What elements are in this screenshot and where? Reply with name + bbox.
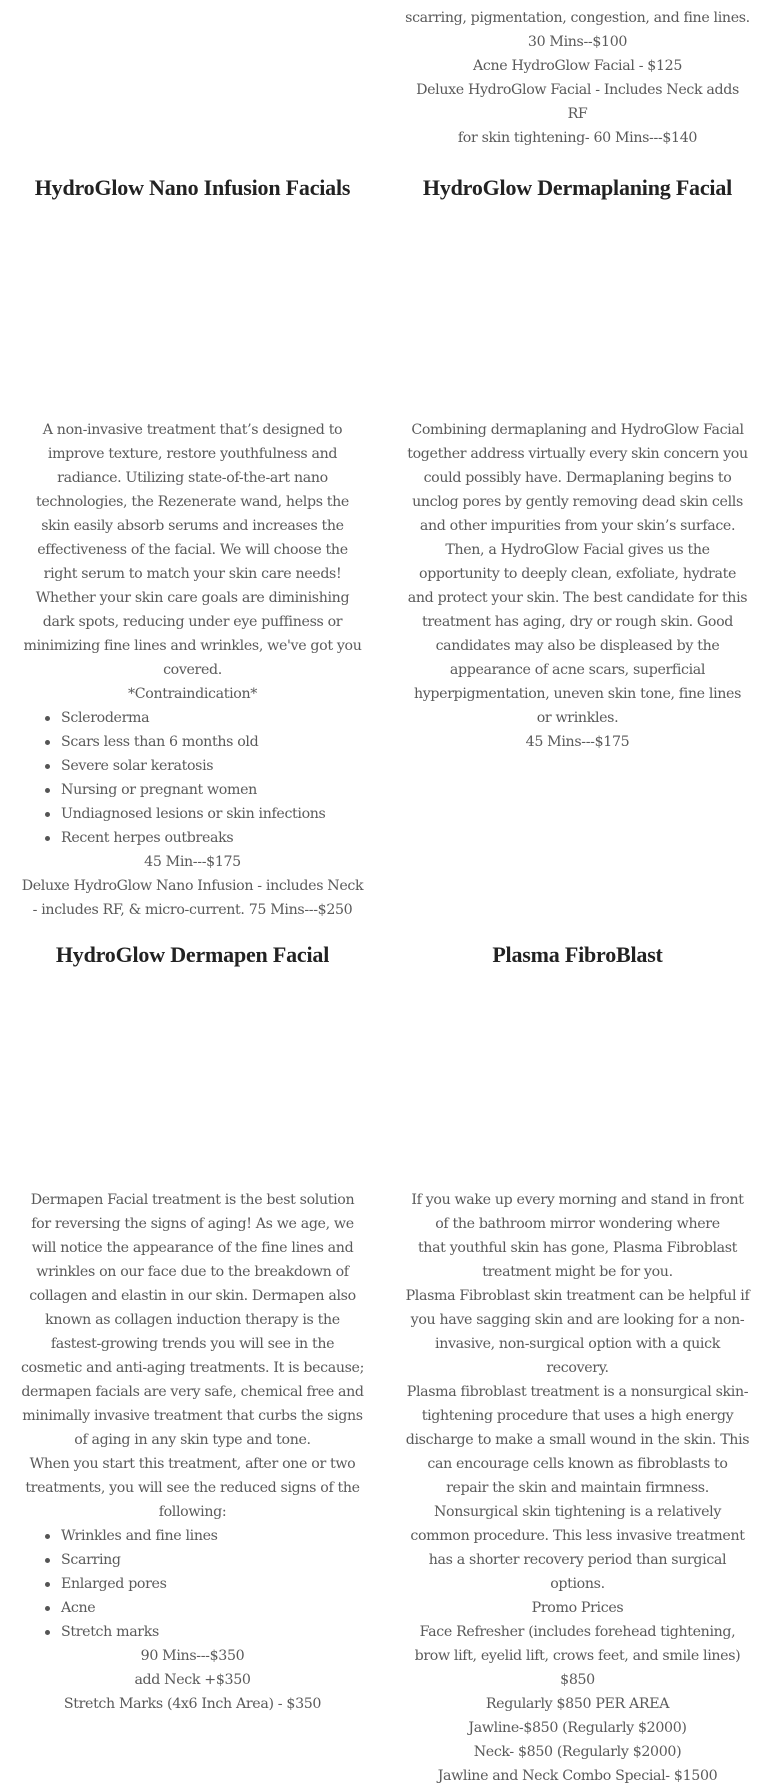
bullet-icon xyxy=(45,788,50,793)
list-item: Nursing or pregnant women xyxy=(61,778,365,802)
promo-regular-price: Regularly $850 PER AREA xyxy=(485,1696,670,1712)
dermapen-neck-addon: add Neck +$350 xyxy=(134,1672,251,1688)
list-item: Recent herpes outbreaks xyxy=(61,826,365,850)
bullet-icon xyxy=(45,1630,50,1635)
bullet-icon xyxy=(45,836,50,841)
promo-jawline-neck-combo: Jawline and Neck Combo Special- $1500 xyxy=(437,1768,718,1784)
plasma-fibroblast-section xyxy=(405,1188,750,1788)
promo-face-refresher: Face Refresher (includes forehead tightening, brow lift, eyelid lift, crows feet, and smile lines) $850 xyxy=(414,1624,741,1688)
promo-prices-label: Promo Prices xyxy=(531,1600,624,1616)
bullet-icon xyxy=(45,812,50,817)
plasma-recovery: Nonsurgical skin tightening is a relatively common procedure. This less invasive treatment has a shorter recovery period than surgical options. xyxy=(410,1504,745,1592)
list-item: Severe solar keratosis xyxy=(61,754,365,778)
previous-service-price: 30 Mins--$100 xyxy=(527,34,628,50)
plasma-procedure: Plasma fibroblast treatment is a nonsurgical skin-tightening procedure that uses a high energy discharge to make a small wound in the skin. This can encourage cells known as fibroblasts to repair the skin and maintain firmness. xyxy=(405,1384,750,1496)
list-item: Scarring xyxy=(61,1548,365,1572)
plasma-fibroblast-heading: Plasma FibroBlast xyxy=(492,942,663,967)
nano-infusion-section xyxy=(20,418,365,922)
list-item: Stretch marks xyxy=(61,1620,365,1644)
bullet-icon xyxy=(45,1558,50,1563)
bullet-icon xyxy=(45,1606,50,1611)
list-item: Wrinkles and fine lines xyxy=(61,1524,365,1548)
list-item: Scars less than 6 months old xyxy=(61,730,365,754)
previous-service-description-end: scarring, pigmentation, congestion, and fine lines. xyxy=(405,10,750,26)
promo-neck: Neck- $850 (Regularly $2000) xyxy=(473,1744,682,1760)
deluxe-facial-price-line2: for skin tightening- 60 Mins---$140 xyxy=(457,130,698,146)
dermaplaning-price: 45 Mins---$175 xyxy=(525,734,630,750)
contraindication-label: *Contraindication* xyxy=(128,686,257,702)
dermapen-heading: HydroGlow Dermapen Facial xyxy=(55,942,330,967)
nano-infusion-deluxe-price: Deluxe HydroGlow Nano Infusion - includes Neck - includes RF, & micro-current. 75 Mins---$250 xyxy=(21,878,364,918)
plasma-intro-line1: If you wake up every morning and stand in front of the bathroom mirror wondering where xyxy=(411,1192,744,1232)
bullet-icon xyxy=(45,740,50,745)
bullet-icon xyxy=(45,764,50,769)
list-item: Acne xyxy=(61,1596,365,1620)
deluxe-facial-price-line1: Deluxe HydroGlow Facial - Includes Neck adds RF xyxy=(416,82,739,122)
plasma-benefits: Plasma Fibroblast skin treatment can be helpful if you have sagging skin and are looking for a non-invasive, non-surgical option with a quick recovery. xyxy=(405,1288,750,1376)
previous-service-pricing xyxy=(405,6,750,150)
bullet-icon xyxy=(45,716,50,721)
dermapen-stretch-marks-price: Stretch Marks (4x6 Inch Area) - $350 xyxy=(63,1696,322,1712)
bullet-icon xyxy=(45,1582,50,1587)
list-item: Scleroderma xyxy=(61,706,365,730)
dermaplaning-section xyxy=(405,418,750,754)
promo-jawline: Jawline-$850 (Regularly $2000) xyxy=(468,1720,687,1736)
dermapen-price: 90 Mins---$350 xyxy=(140,1648,245,1664)
nano-infusion-price: 45 Min---$175 xyxy=(144,854,241,870)
acne-facial-price: Acne HydroGlow Facial - $125 xyxy=(472,58,683,74)
list-item: Enlarged pores xyxy=(61,1572,365,1596)
dermapen-results-intro: When you start this treatment, after one or two treatments, you will see the reduced signs of the following: xyxy=(25,1456,360,1520)
list-item: Undiagnosed lesions or skin infections xyxy=(61,802,365,826)
bullet-icon xyxy=(45,1534,50,1539)
dermapen-section xyxy=(20,1188,365,1716)
dermaplaning-description: Combining dermaplaning and HydroGlow Facial together address virtually every skin concern you could possibly have. Dermaplaning begins to unclog pores by gently removing dead skin cells and other impurities from your skin’s surface. Then, a HydroGlow Facial gives us the opportunity to deeply clean, exfoliate, hydrate and protect your skin. The best candidate for this treatment has aging, dry or rough skin. Good candidates may also be displeased by the appearance of acne scars, superficial hyperpigmentation, uneven skin tone, fine lines or wrinkles. xyxy=(407,422,748,726)
dermapen-results-list xyxy=(20,1524,365,1644)
nano-infusion-heading: HydroGlow Nano Infusion Facials xyxy=(34,175,351,200)
plasma-intro-line2: that youthful skin has gone, Plasma Fibroblast treatment might be for you. xyxy=(417,1240,738,1280)
contraindication-list xyxy=(20,706,365,850)
dermapen-description: Dermapen Facial treatment is the best solution for reversing the signs of aging! As we age, we will notice the appearance of the fine lines and wrinkles on our face due to the breakdown of collagen and elastin in our skin. Dermapen also known as collagen induction therapy is the fastest-growing trends you will see in the cosmetic and anti-aging treatments. It is because; dermapen facials are very safe, chemical free and minimally invasive treatment that curbs the signs of aging in any skin type and tone. xyxy=(20,1192,365,1448)
nano-infusion-description: A non-invasive treatment that’s designed to improve texture, restore youthfulness and radiance. Utilizing state-of-the-art nano technologies, the Rezenerate wand, helps the skin easily absorb serums and increases the effectiveness of the facial. We will choose the right serum to match your skin care needs! Whether your skin care goals are diminishing dark spots, reducing under eye puffiness or minimizing fine lines and wrinkles, we've got you covered. xyxy=(23,422,362,678)
dermaplaning-heading: HydroGlow Dermaplaning Facial xyxy=(422,175,733,200)
